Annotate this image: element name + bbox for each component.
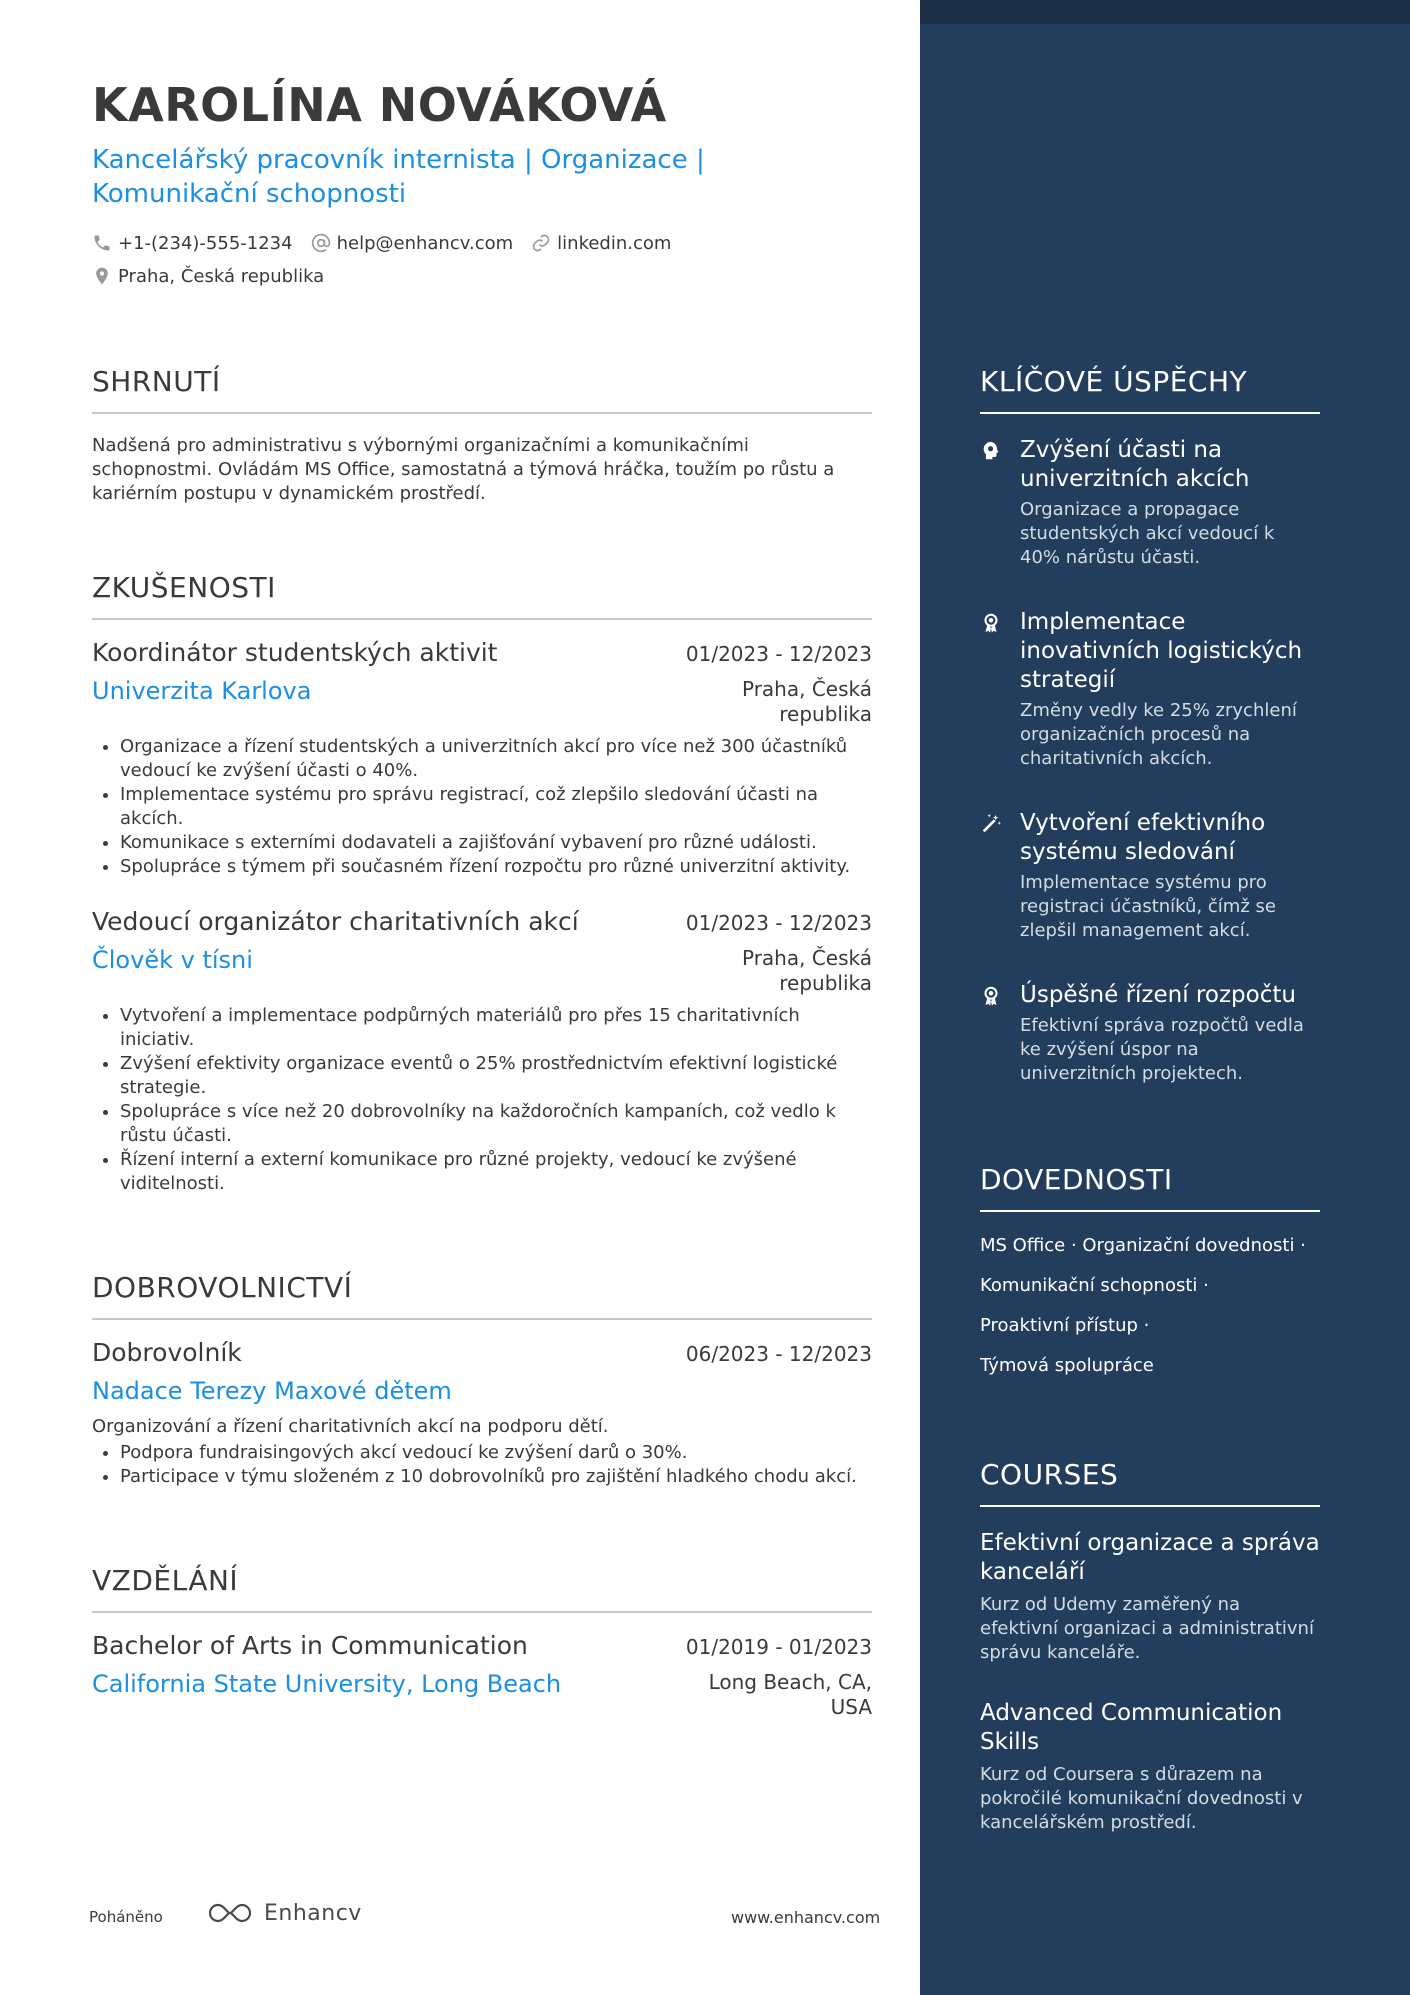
contact-email[interactable] (311, 233, 514, 254)
enhancv-brand-text: Enhancv (264, 1900, 362, 1926)
bullet-item: • Řízení interní a externí komunikace pro různé projekty, vedoucí ke zvýšené viditelnosti. (120, 1148, 872, 1196)
candidate-name: KAROLÍNA NOVÁKOVÁ (92, 78, 667, 132)
contact-linkedin[interactable] (531, 233, 671, 254)
achievements-section (980, 365, 1320, 1086)
course-title: Efektivní organizace a správa kanceláří (980, 1530, 1320, 1585)
job-title: Vedoucí organizátor charitativních akcí (92, 907, 579, 936)
linkedin-text[interactable]: linkedin.com (557, 232, 672, 254)
experience-section (92, 571, 872, 1196)
bullet-item: • Podpora fundraisingových akcí vedoucí ke zvýšení darů o 30%. (120, 1441, 872, 1465)
course-desc: Kurz od Udemy zaměřený na efektivní organizaci a administrativní správu kanceláře. (980, 1594, 1314, 1663)
job-title: Koordinátor studentských aktivit (92, 638, 498, 667)
courses-section (980, 1458, 1320, 1835)
email-text[interactable]: help@enhancv.com (336, 232, 514, 254)
at-sign-icon (311, 233, 331, 253)
achievement-title: Úspěšné řízení rozpočtu (1020, 982, 1296, 1008)
volunteer-bullets (92, 1441, 872, 1489)
degree: Bachelor of Arts in Communication (92, 1631, 528, 1660)
section-title-skills: DOVEDNOSTI (980, 1163, 1320, 1212)
skill-line: Týmová spolupráce (980, 1355, 1154, 1376)
achievement-item (980, 809, 1320, 943)
contact-phone (92, 233, 293, 254)
section-title-volunteering: DOBROVOLNICTVÍ (92, 1271, 872, 1320)
course-item (980, 1699, 1320, 1835)
company-name: Člověk v tísni (92, 946, 253, 974)
skills-section (980, 1163, 1320, 1394)
skill-line: MS Office · Organizační dovednosti · (980, 1235, 1306, 1256)
achievement-desc: Změny vedly ke 25% zrychlení organizačních procesů na charitativních akcích. (1020, 700, 1297, 769)
job-dates: 01/2023 - 12/2023 (685, 911, 872, 935)
summary-section (92, 365, 872, 506)
footer-website[interactable]: www.enhancv.com (731, 1908, 881, 1927)
bullet-item: • Implementace systému pro správu registrací, což zlepšilo sledování účasti na akcích. (120, 783, 872, 831)
bullet-item: • Organizace a řízení studentských a univerzitních akcí pro více než 300 účastníků vedoucí ke zvýšení účasti o 40%. (120, 735, 872, 783)
resume-header (92, 80, 872, 293)
lightbulb-head-icon (980, 440, 1002, 462)
course-desc: Kurz od Coursera s důrazem na pokročilé komunikační dovednosti v kancelářském prostředí. (980, 1764, 1303, 1833)
education-entry (92, 1631, 872, 1720)
achievement-title: Vytvoření efektivního systému sledování (1020, 810, 1266, 865)
volunteering-section (92, 1271, 872, 1489)
achievement-desc: Organizace a propagace studentských akcí vedoucí k 40% nárůstu účasti. (1020, 499, 1275, 568)
award-ribbon-icon (980, 612, 1002, 634)
education-dates: 01/2019 - 01/2023 (685, 1635, 872, 1659)
volunteer-description: Organizování a řízení charitativních akcí na podporu dětí. (92, 1416, 609, 1437)
bullet-item: • Participace v týmu složeném z 10 dobrovolníků pro zajištění hladkého chodu akcí. (120, 1465, 872, 1489)
achievement-item (980, 608, 1320, 771)
phone-text: +1-(234)-555-1234 (118, 232, 293, 254)
course-item (980, 1529, 1320, 1665)
footer-powered-label: Poháněno (89, 1908, 163, 1926)
skill-line: Proaktivní přístup · (980, 1315, 1150, 1336)
job-dates: 01/2023 - 12/2023 (685, 642, 872, 666)
candidate-headline: Kancelářský pracovník internista | Organizace | Komunikační schopnosti (92, 144, 705, 209)
skills-list (980, 1234, 1320, 1394)
achievement-item (980, 436, 1320, 570)
skill-line: Komunikační schopnosti · (980, 1275, 1209, 1296)
bullet-item: • Spolupráce s více než 20 dobrovolníky na každoročních kampaních, což vedlo k růstu účasti. (120, 1100, 872, 1148)
bullet-item: • Zvýšení efektivity organizace eventů o 25% prostřednictvím efektivní logistické strategie. (120, 1052, 872, 1100)
phone-icon (92, 233, 112, 253)
volunteer-org: Nadace Terezy Maxové dětem (92, 1377, 452, 1405)
achievement-title: Zvýšení účasti na univerzitních akcích (1020, 437, 1250, 492)
education-section (92, 1564, 872, 1720)
section-title-achievements: KLÍČOVÉ ÚSPĚCHY (980, 365, 1320, 414)
achievement-title: Implementace inovativních logistických strategií (1020, 609, 1303, 693)
course-title: Advanced Communication Skills (980, 1700, 1283, 1755)
enhancv-logo[interactable] (206, 1900, 362, 1926)
school-name: California State University, Long Beach (92, 1670, 562, 1698)
company-name: Univerzita Karlova (92, 677, 312, 705)
magic-wand-icon (980, 813, 1002, 835)
section-title-education: VZDĚLÁNÍ (92, 1564, 872, 1613)
job-bullets (92, 735, 872, 879)
school-location: Long Beach, CA, USA (708, 1670, 872, 1719)
summary-text: Nadšená pro administrativu s výbornými organizačními a komunikačními schopnostmi. Ovládám MS Office, samostatná a týmová hráčka, toužím po růstu a kariérním postupu v dynamickém prostředí. (92, 435, 835, 504)
experience-entry (92, 638, 872, 879)
bullet-item: • Spolupráce s týmem při současném řízení rozpočtu pro různé univerzitní aktivity. (120, 855, 872, 879)
volunteer-dates: 06/2023 - 12/2023 (685, 1342, 872, 1366)
achievement-item (980, 981, 1320, 1086)
location-pin-icon (92, 266, 112, 286)
section-title-courses: COURSES (980, 1458, 1320, 1507)
contact-location (92, 266, 324, 287)
location-text: Praha, Česká republika (118, 265, 325, 287)
enhancv-logo-icon (206, 1900, 254, 1926)
bullet-item: • Vytvoření a implementace podpůrných materiálů pro přes 15 charitativních iniciativ. (120, 1004, 872, 1052)
achievement-desc: Implementace systému pro registraci účastníků, čímž se zlepšil management akcí. (1020, 872, 1276, 941)
contact-info (92, 227, 872, 293)
job-location: Praha, Česká republika (741, 946, 872, 995)
achievement-desc: Efektivní správa rozpočtů vedla ke zvýšení úspor na univerzitních projektech. (1020, 1015, 1304, 1084)
sidebar-top-band (920, 0, 1410, 24)
experience-entry (92, 907, 872, 1196)
volunteer-entry (92, 1338, 872, 1489)
section-title-summary: SHRNUTÍ (92, 365, 872, 414)
job-bullets (92, 1004, 872, 1196)
link-icon (531, 233, 551, 253)
job-location: Praha, Česká republika (741, 677, 872, 726)
section-title-experience: ZKUŠENOSTI (92, 571, 872, 620)
award-ribbon-icon (980, 985, 1002, 1007)
bullet-item: • Komunikace s externími dodavateli a zajišťování vybavení pro různé události. (120, 831, 872, 855)
volunteer-role: Dobrovolník (92, 1338, 242, 1367)
